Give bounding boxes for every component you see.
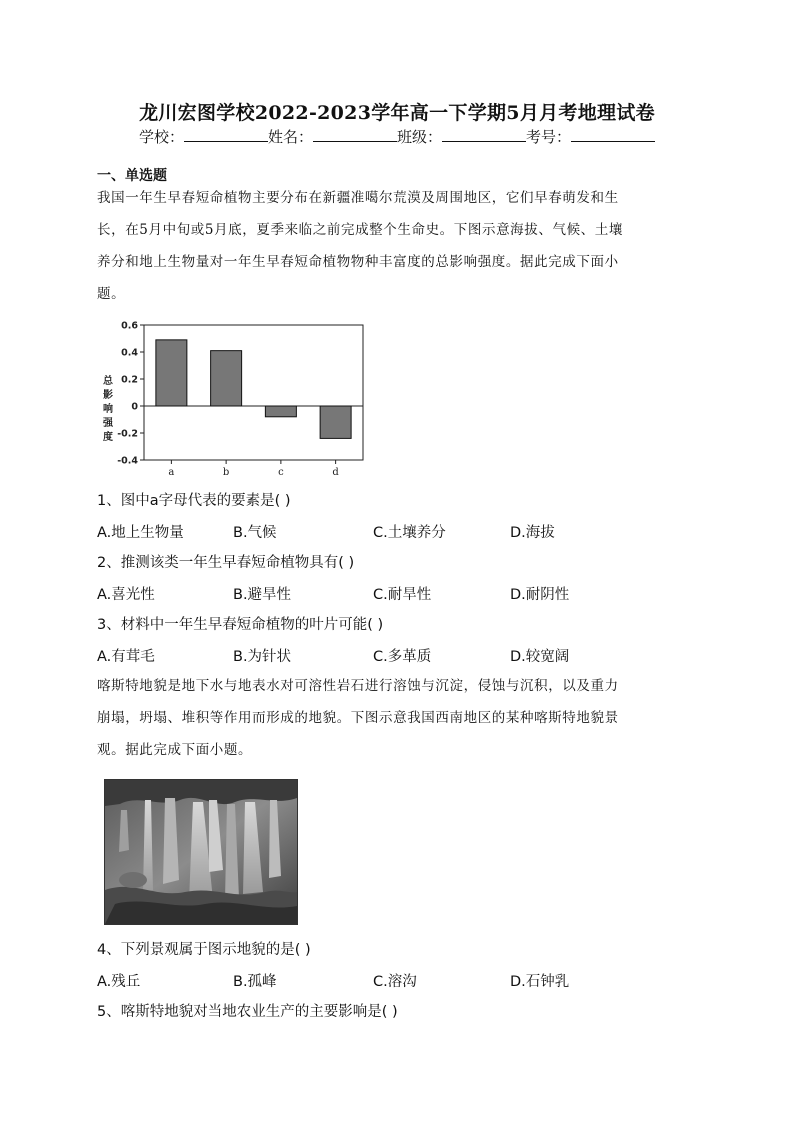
x-tick-label: a xyxy=(168,467,175,478)
passage-line: 观。据此完成下面小题。 xyxy=(97,742,253,758)
bar xyxy=(265,406,296,417)
q2-option-c[interactable]: C.耐旱性 xyxy=(373,587,432,603)
q1-option-d[interactable]: D.海拔 xyxy=(510,525,555,541)
q3-option-c[interactable]: C.多革质 xyxy=(373,649,432,665)
q1-option-c[interactable]: C.土壤养分 xyxy=(373,525,446,541)
bar xyxy=(320,406,351,438)
y-tick-label: 0.4 xyxy=(121,347,138,359)
passage-line: 养分和地上生物量对一年生早春短命植物物种丰富度的总影响强度。据此完成下面小 xyxy=(97,254,619,270)
student-info-line xyxy=(0,126,794,147)
q3-option-a[interactable]: A.有茸毛 xyxy=(97,649,155,665)
question-1-stem: 1、图中a字母代表的要素是( ) xyxy=(97,493,291,509)
x-tick-label: b xyxy=(222,467,230,478)
q2-option-a[interactable]: A.喜光性 xyxy=(97,587,155,603)
passage-line: 我国一年生早春短命植物主要分布在新疆准噶尔荒漠及周围地区，它们早春萌发和生 xyxy=(97,190,619,206)
q4-option-b[interactable]: B.孤峰 xyxy=(233,974,277,990)
y-tick-label: -0.2 xyxy=(117,428,138,440)
y-tick-label: 0.2 xyxy=(121,374,138,386)
passage-1 xyxy=(97,182,689,310)
q4-option-c[interactable]: C.溶沟 xyxy=(373,974,417,990)
bar xyxy=(211,351,242,406)
y-axis-label-char: 强 xyxy=(103,418,113,429)
exam-no-label: 考号： xyxy=(526,128,572,146)
school-blank[interactable] xyxy=(184,127,268,142)
name-blank[interactable] xyxy=(313,127,397,142)
influence-bar-chart xyxy=(100,318,370,478)
y-axis-label-char: 总 xyxy=(103,376,113,387)
y-axis-label-char: 响 xyxy=(103,404,113,415)
q4-option-d[interactable]: D.石钟乳 xyxy=(510,974,570,990)
x-tick-label: d xyxy=(332,467,339,478)
q1-option-a[interactable]: A.地上生物量 xyxy=(97,525,184,541)
q2-option-d[interactable]: D.耐阴性 xyxy=(510,587,570,603)
passage-line: 长，在5月中旬或5月底，夏季来临之前完成整个生命史。下图示意海拔、气候、土壤 xyxy=(97,222,623,238)
question-5-stem: 5、喀斯特地貌对当地农业生产的主要影响是( ) xyxy=(97,1004,398,1020)
question-2-stem: 2、推测该类一年生早春短命植物具有( ) xyxy=(97,555,355,571)
question-4-stem: 4、下列景观属于图示地貌的是( ) xyxy=(97,942,311,958)
karst-cave-photo xyxy=(104,779,298,925)
class-label: 班级： xyxy=(397,128,443,146)
x-tick-label: c xyxy=(278,467,284,478)
y-tick-label: -0.4 xyxy=(117,455,138,467)
section-title: 一、单选题 xyxy=(97,168,167,184)
q3-option-d[interactable]: D.较宽阔 xyxy=(510,649,570,665)
bar xyxy=(156,340,187,406)
passage-2 xyxy=(97,670,689,766)
y-tick-label: 0.6 xyxy=(121,320,138,332)
q2-option-b[interactable]: B.避旱性 xyxy=(233,587,292,603)
passage-line: 题。 xyxy=(97,286,126,302)
exam-title: 龙川宏图学校2022-2023学年高一下学期5月月考地理试卷 xyxy=(139,102,655,124)
q1-option-b[interactable]: B.气候 xyxy=(233,525,277,541)
q4-option-a[interactable]: A.残丘 xyxy=(97,974,141,990)
y-axis-label-char: 度 xyxy=(103,432,113,443)
class-blank[interactable] xyxy=(442,127,526,142)
question-3-stem: 3、材料中一年生早春短命植物的叶片可能( ) xyxy=(97,617,384,633)
school-label: 学校： xyxy=(138,128,184,146)
y-tick-label: 0 xyxy=(131,401,138,413)
passage-line: 崩塌，坍塌、堆积等作用而形成的地貌。下图示意我国西南地区的某种喀斯特地貌景 xyxy=(97,710,619,726)
passage-line: 喀斯特地貌是地下水与地表水对可溶性岩石进行溶蚀与沉淀，侵蚀与沉积，以及重力 xyxy=(97,678,619,694)
name-label: 姓名： xyxy=(267,128,313,146)
y-axis-label-char: 影 xyxy=(103,390,113,401)
q3-option-b[interactable]: B.为针状 xyxy=(233,649,292,665)
exam-no-blank[interactable] xyxy=(571,127,655,142)
